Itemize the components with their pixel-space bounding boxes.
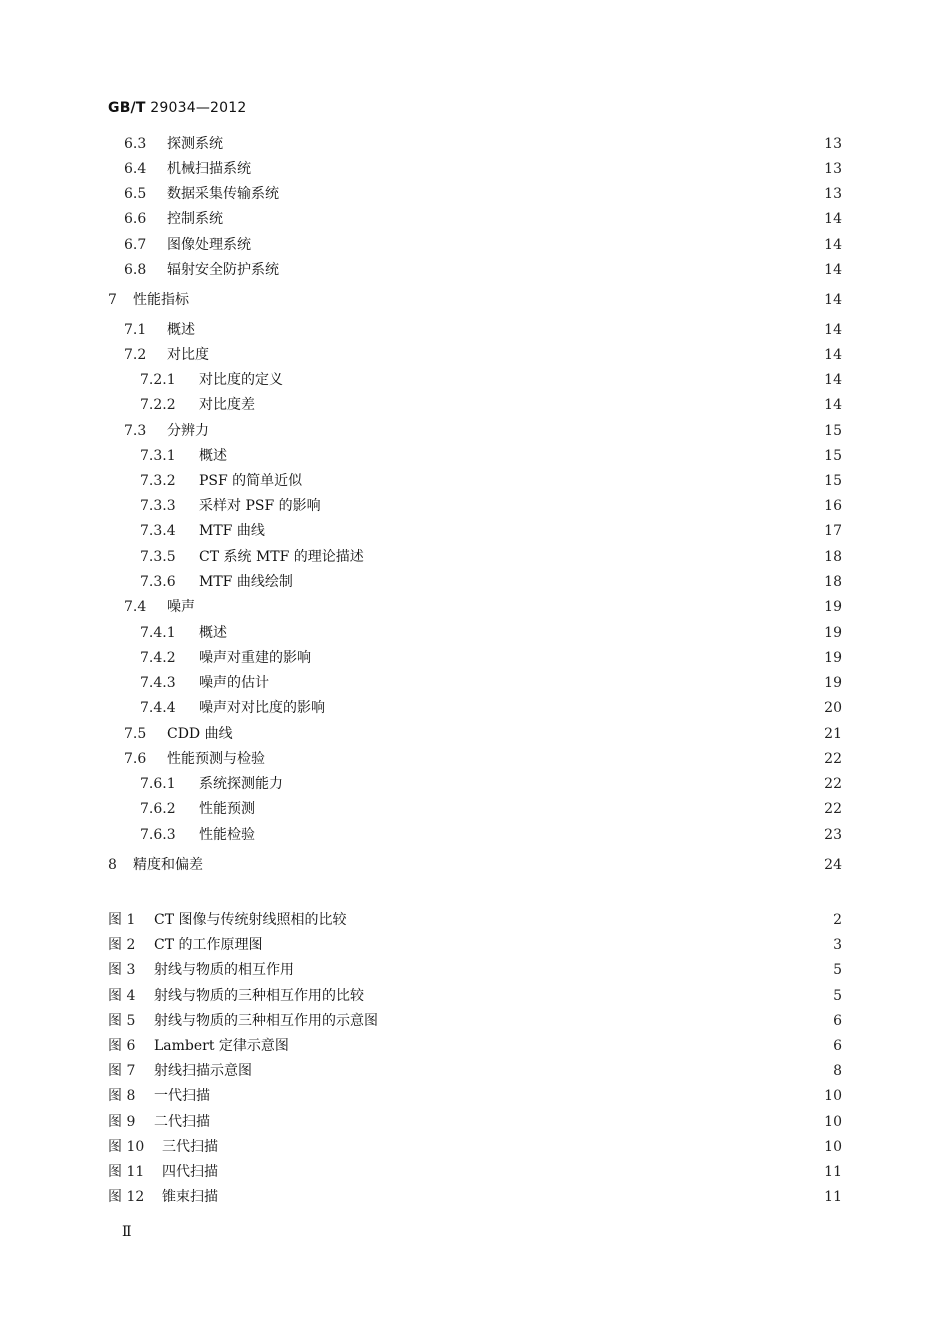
entry-page-number: 11 [824,1164,842,1180]
entry-number: 图 3 [108,962,136,978]
toc-entry[interactable] [140,698,842,718]
figure-entry[interactable] [108,1162,842,1182]
toc-entry[interactable] [140,547,842,567]
entry-number: 7.6 [124,751,147,767]
entry-title: 概述 [167,322,195,338]
toc-entry[interactable] [140,774,842,794]
figure-entry[interactable] [108,1086,842,1106]
entry-number: 6.3 [124,136,147,152]
entry-number: 7.1 [124,322,147,338]
entry-title: 图像处理系统 [167,237,251,253]
document-header [108,100,246,116]
dot-leader [267,935,830,955]
toc-entry[interactable] [124,159,842,179]
entry-number: 7.4.2 [140,650,176,666]
dot-leader [297,572,820,592]
dot-leader [273,673,820,693]
entry-title: 控制系统 [167,211,223,227]
dot-leader [256,1061,829,1081]
entry-title: 噪声 [167,599,195,615]
entry-page-number: 22 [824,801,842,817]
entry-page-number: 19 [824,650,842,666]
entry-title: 二代扫描 [154,1114,210,1130]
toc-entry[interactable] [140,572,842,592]
entry-page-number: 19 [824,599,842,615]
dot-leader [368,986,829,1006]
entry-page-number: 13 [824,161,842,177]
entry-number: 图 1 [108,912,136,928]
dot-leader [259,799,820,819]
figure-entry[interactable] [108,1112,842,1132]
dot-leader [255,159,820,179]
toc-entry[interactable] [124,134,842,154]
entry-title: PSF 的简单近似 [199,473,303,489]
entry-title: 系统探测能力 [199,776,283,792]
entry-title: 数据采集传输系统 [167,186,279,202]
dot-leader [214,1086,820,1106]
entry-title: 射线扫描示意图 [154,1063,252,1079]
entry-number: 8 [108,857,117,873]
entry-page-number: 6 [833,1013,842,1029]
figure-entry[interactable] [108,935,842,955]
entry-page-number: 14 [824,397,842,413]
figure-entry[interactable] [108,960,842,980]
dot-leader [315,648,820,668]
dot-leader [207,855,820,875]
entry-number: 7.3.4 [140,523,176,539]
entry-title: CT 的工作原理图 [154,937,263,953]
dot-leader [329,698,820,718]
figure-entry[interactable] [108,986,842,1006]
entry-number: 7.4.3 [140,675,176,691]
figure-entry[interactable] [108,1061,842,1081]
entry-page-number: 22 [824,776,842,792]
entry-title: 概述 [199,625,227,641]
entry-title: 四代扫描 [162,1164,218,1180]
entry-number: 7.2.2 [140,397,176,413]
dot-leader [269,749,820,769]
entry-title: CT 图像与传统射线照相的比较 [154,912,347,928]
entry-page-number: 20 [824,700,842,716]
entry-page-number: 10 [824,1088,842,1104]
entry-page-number: 19 [824,675,842,691]
entry-page-number: 21 [824,726,842,742]
entry-page-number: 14 [824,211,842,227]
entry-page-number: 2 [833,912,842,928]
entry-title: 对比度 [167,347,209,363]
dot-leader [283,184,820,204]
entry-number: 图 8 [108,1088,136,1104]
entry-title: 分辨力 [167,423,209,439]
entry-title: 一代扫描 [154,1088,210,1104]
entry-number: 图 10 [108,1139,145,1155]
entry-number: 7.6.3 [140,827,176,843]
entry-title: 性能预测 [199,801,255,817]
entry-page-number: 11 [824,1189,842,1205]
entry-page-number: 18 [824,549,842,565]
entry-title: 对比度的定义 [199,372,283,388]
entry-number: 7.4.1 [140,625,176,641]
entry-number: 7.3 [124,423,147,439]
entry-title: 三代扫描 [162,1139,218,1155]
toc-entry[interactable] [140,648,842,668]
entry-number: 图 12 [108,1189,145,1205]
dot-leader [237,724,821,744]
dot-leader [222,1162,820,1182]
entry-number: 6.5 [124,186,147,202]
toc-entry[interactable] [108,855,842,875]
entry-page-number: 18 [824,574,842,590]
entry-title: 锥束扫描 [162,1189,218,1205]
toc-entry[interactable] [124,209,842,229]
entry-number: 图 5 [108,1013,136,1029]
entry-page-number: 6 [833,1038,842,1054]
dot-leader [199,597,820,617]
toc-entry[interactable] [140,799,842,819]
dot-leader [351,910,830,930]
dot-leader [283,260,820,280]
toc-entry[interactable] [140,370,842,390]
dot-leader [231,446,820,466]
toc-entry[interactable] [140,395,842,415]
entry-page-number: 14 [824,347,842,363]
toc-entry[interactable] [124,421,842,441]
entry-page-number: 10 [824,1114,842,1130]
entry-page-number: 23 [824,827,842,843]
dot-leader [255,235,820,255]
entry-page-number: 10 [824,1139,842,1155]
entry-number: 7.4 [124,599,147,615]
dot-leader [231,623,820,643]
entry-title: 机械扫描系统 [167,161,251,177]
entry-page-number: 14 [824,262,842,278]
dot-leader [306,471,820,491]
figure-entry[interactable] [108,1187,842,1207]
dot-leader [213,345,820,365]
entry-title: 性能预测与检验 [167,751,265,767]
dot-leader [214,1112,820,1132]
dot-leader [227,134,820,154]
dot-leader [287,774,820,794]
entry-title: 射线与物质的三种相互作用的比较 [154,988,364,1004]
entry-page-number: 13 [824,136,842,152]
entry-number: 6.7 [124,237,147,253]
entry-title: 对比度差 [199,397,255,413]
entry-number: 图 4 [108,988,136,1004]
entry-page-number: 14 [824,372,842,388]
dot-leader [298,960,829,980]
entry-number: 7.4.4 [140,700,176,716]
entry-number: 7.2 [124,347,147,363]
dot-leader [293,1036,829,1056]
toc-entry[interactable] [108,290,842,310]
toc-entry[interactable] [124,597,842,617]
dot-leader [325,496,821,516]
entry-number: 图 9 [108,1114,136,1130]
entry-title: 性能指标 [133,292,189,308]
dot-leader [382,1011,829,1031]
toc-entry[interactable] [124,184,842,204]
entry-number: 7.3.1 [140,448,176,464]
standard-code: GB/T [108,100,146,116]
figure-entry[interactable] [108,1137,842,1157]
page-number: Ⅱ [122,1224,132,1240]
entry-page-number: 5 [833,988,842,1004]
dot-leader [222,1187,820,1207]
toc-entry[interactable] [124,235,842,255]
entry-page-number: 14 [824,292,842,308]
entry-title: CDD 曲线 [167,726,233,742]
entry-number: 7.6.1 [140,776,176,792]
entry-number: 7.3.3 [140,498,176,514]
toc-entry[interactable] [140,496,842,516]
entry-number: 7.2.1 [140,372,176,388]
dot-leader [227,209,820,229]
toc-entry[interactable] [124,724,842,744]
standard-number: 29034—2012 [150,100,247,116]
entry-title: 噪声的估计 [199,675,269,691]
entry-title: 噪声对重建的影响 [199,650,311,666]
entry-number: 6.6 [124,211,147,227]
toc-entry[interactable] [140,471,842,491]
entry-number: 图 2 [108,937,136,953]
entry-number: 7.5 [124,726,147,742]
entry-page-number: 8 [833,1063,842,1079]
dot-leader [287,370,820,390]
entry-page-number: 19 [824,625,842,641]
toc-entry[interactable] [124,749,842,769]
entry-title: 性能检验 [199,827,255,843]
figure-entry[interactable] [108,910,842,930]
toc-entry[interactable] [140,521,842,541]
dot-leader [269,521,820,541]
dot-leader [199,320,820,340]
dot-leader [193,290,820,310]
toc-entry[interactable] [124,260,842,280]
entry-page-number: 3 [833,937,842,953]
entry-page-number: 14 [824,237,842,253]
entry-title: MTF 曲线 [199,523,265,539]
toc-entry[interactable] [140,446,842,466]
entry-page-number: 5 [833,962,842,978]
entry-title: 采样对 PSF 的影响 [199,498,321,514]
dot-leader [259,395,820,415]
entry-number: 图 7 [108,1063,136,1079]
entry-page-number: 14 [824,322,842,338]
entry-page-number: 24 [824,857,842,873]
entry-page-number: 15 [824,448,842,464]
entry-page-number: 13 [824,186,842,202]
entry-title: 噪声对对比度的影响 [199,700,325,716]
entry-number: 图 6 [108,1038,136,1054]
dot-leader [222,1137,820,1157]
entry-page-number: 16 [824,498,842,514]
figure-entry[interactable] [108,1011,842,1031]
toc-entry[interactable] [124,345,842,365]
dot-leader [368,547,820,567]
entry-number: 6.8 [124,262,147,278]
toc-entry[interactable] [140,623,842,643]
entry-title: 精度和偏差 [133,857,203,873]
dot-leader [213,421,820,441]
toc-entry[interactable] [124,320,842,340]
entry-page-number: 17 [824,523,842,539]
entry-title: 辐射安全防护系统 [167,262,279,278]
entry-title: 探测系统 [167,136,223,152]
entry-title: CT 系统 MTF 的理论描述 [199,549,364,565]
entry-title: Lambert 定律示意图 [154,1038,289,1054]
entry-number: 6.4 [124,161,147,177]
entry-title: 概述 [199,448,227,464]
entry-number: 7.3.5 [140,549,176,565]
toc-entry[interactable] [140,825,842,845]
entry-number: 图 11 [108,1164,145,1180]
figure-entry[interactable] [108,1036,842,1056]
entry-page-number: 22 [824,751,842,767]
toc-entry[interactable] [140,673,842,693]
entry-number: 7.6.2 [140,801,176,817]
entry-page-number: 15 [824,473,842,489]
entry-title: 射线与物质的三种相互作用的示意图 [154,1013,378,1029]
entry-number: 7.3.2 [140,473,176,489]
entry-page-number: 15 [824,423,842,439]
dot-leader [259,825,820,845]
entry-number: 7 [108,292,117,308]
entry-title: 射线与物质的相互作用 [154,962,294,978]
entry-number: 7.3.6 [140,574,176,590]
entry-title: MTF 曲线绘制 [199,574,293,590]
